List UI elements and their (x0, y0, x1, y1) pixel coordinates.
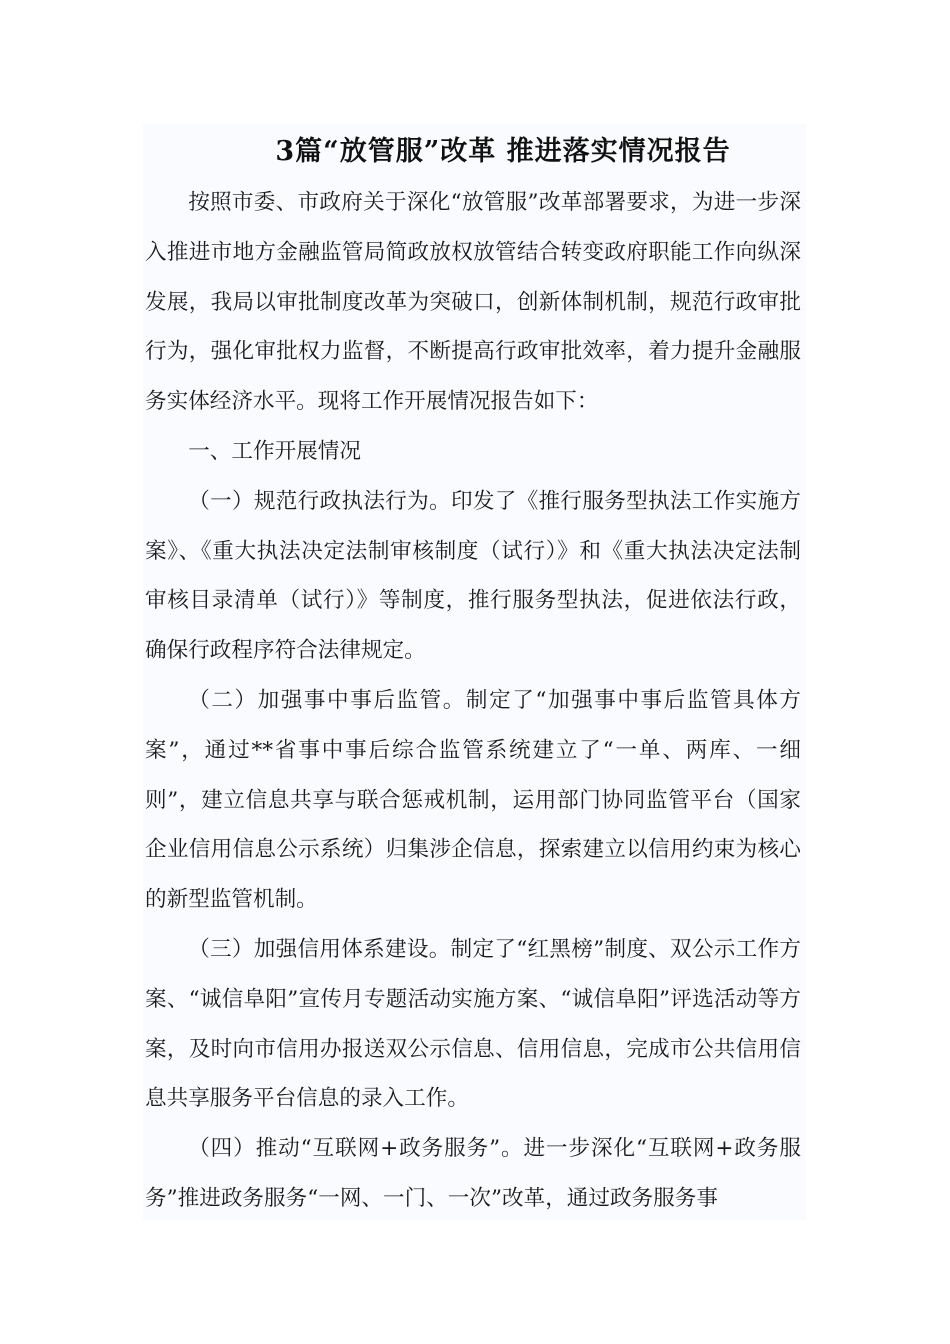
document-body (145, 178, 801, 1224)
intro-paragraph: 按照市委、市政府关于深化“放管服”改革部署要求，为进一步深入推进市地方金融监管局简政放权放管结合转变政府职能工作向纵深发展，我局以审批制度改革为突破口，创新体制机制，规范行政审批行为，强化审批权力监督，不断提高行政审批效率，着力提升金融服务实体经济水平。现将工作开展情况报告如下： (145, 190, 801, 415)
document-title: 3篇“放管服”改革 推进落实情况报告 (275, 136, 731, 167)
paragraph-item-2: （二）加强事中事后监管。制定了“加强事中事后监管具体方案”，通过**省事中事后综合监管系统建立了“一单、两库、一细则”，建立信息共享与联合惩戒机制，运用部门协同监管平台（国家企业信用信息公示系统）归集涉企信息，探索建立以信用约束为核心的新型监管机制。 (145, 687, 801, 913)
section-heading: 一、工作开展情况 (188, 438, 361, 464)
paragraph-item-1: （一）规范行政执法行为。印发了《推行服务型执法工作实施方案》、《重大执法决定法制审核制度（试行）》和《重大执法决定法制审核目录清单（试行）》等制度，推行服务型执法，促进依法行政，确保行政程序符合法律规定。 (145, 488, 801, 664)
paragraph-item-3: （三）加强信用体系建设。制定了“红黑榜”制度、双公示工作方案、“诚信阜阳”宣传月专题活动实施方案、“诚信阜阳”评选活动等方案，及时向市信用办报送双公示信息、信用信息，完成市公共信用信息共享服务平台信息的录入工作。 (145, 936, 801, 1112)
paragraph-item-4: （四）推动“互联网+政务服务”。进一步深化“互联网+政务服务”推进政务服务“一网、一门、一次”改革，通过政务服务事 (145, 1136, 801, 1211)
